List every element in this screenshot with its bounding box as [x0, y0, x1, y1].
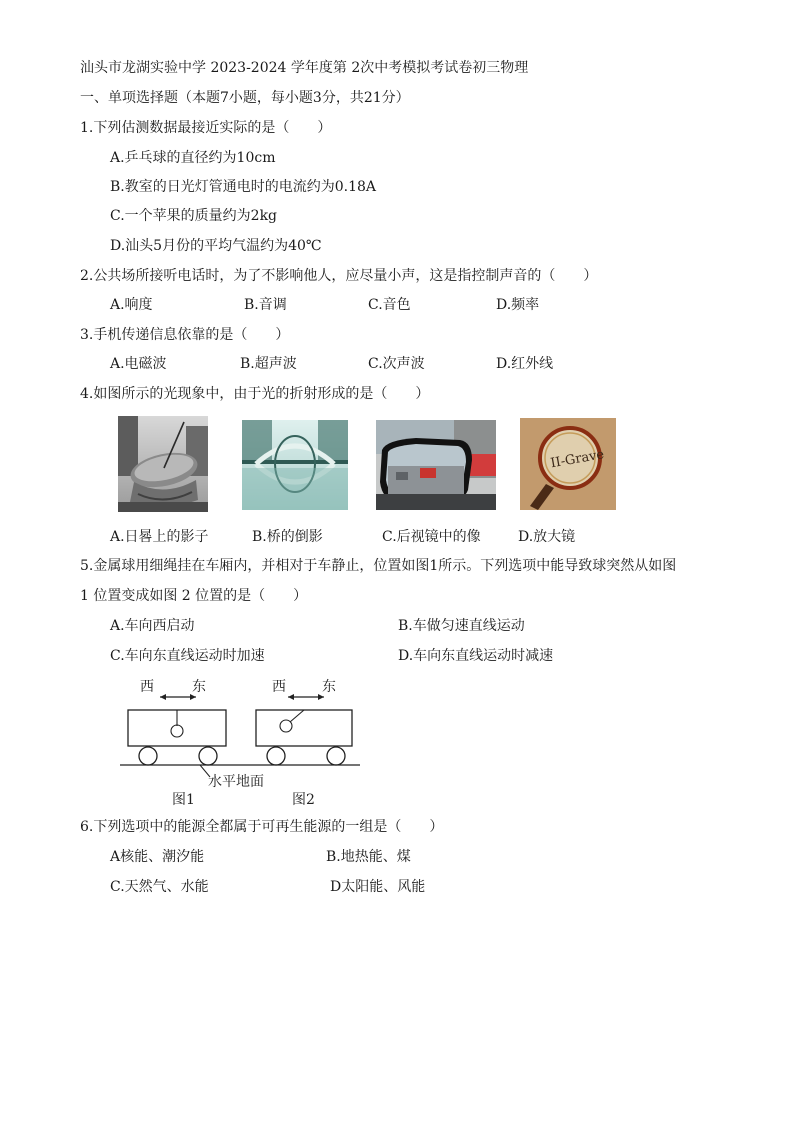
question-5-option-b: B.车做匀速直线运动	[398, 618, 525, 634]
question-4-option-d: D.放大镜	[518, 529, 576, 545]
question-6-option-d: D太阳能、风能	[330, 879, 426, 895]
question-3-option-d: D.红外线	[496, 356, 554, 372]
sundial-photo	[118, 416, 208, 512]
bridge-reflection-photo	[242, 420, 348, 510]
question-1-option-d: D.汕头5月份的平均气温约为40℃	[110, 238, 322, 254]
question-6-option-a: A核能、潮汐能	[110, 849, 205, 865]
question-2-option-c: C.音色	[368, 297, 411, 313]
cart-1	[128, 710, 226, 765]
ground-label: 水平地面	[208, 774, 264, 790]
cart-figure	[120, 674, 370, 808]
question-1-option-a: A.乒乓球的直径约为10cm	[110, 150, 276, 166]
fig1-label: 图1	[172, 792, 195, 808]
magnifier-lettering: II-Grave	[549, 447, 606, 472]
question-1-stem: 1.下列估测数据最接近实际的是（ ）	[80, 120, 332, 136]
question-3-option-c: C.次声波	[368, 356, 425, 372]
west-label-1: 西	[140, 679, 154, 695]
question-5-option-c: C.车向东直线运动时加速	[110, 648, 265, 664]
question-3-stem: 3.手机传递信息依靠的是（ ）	[80, 327, 290, 343]
section-heading: 一、单项选择题（本题7小题，每小题3分，共21分）	[80, 90, 410, 106]
question-5-option-a: A.车向西启动	[110, 618, 195, 634]
question-3-option-a: A.电磁波	[110, 356, 167, 372]
question-4-option-c: C.后视镜中的像	[382, 529, 481, 545]
question-4-stem: 4.如图所示的光现象中，由于光的折射形成的是（ ）	[80, 386, 430, 402]
question-2-option-d: D.频率	[496, 297, 540, 313]
question-1-option-b: B.教室的日光灯管通电时的电流约为0.18A	[110, 179, 377, 195]
question-5-stem-line2: 1 位置变成如图 2 位置的是（ ）	[80, 588, 308, 604]
question-6-stem: 6.下列选项中的能源全都属于可再生能源的一组是（ ）	[80, 819, 444, 835]
double-arrow-2	[288, 694, 324, 700]
fig2-label: 图2	[292, 792, 315, 808]
magnifier-photo	[520, 418, 616, 510]
west-label-2: 西	[272, 679, 286, 695]
question-2-stem: 2.公共场所接听电话时，为了不影响他人，应尽量小声，这是指控制声音的（ ）	[80, 268, 598, 284]
page-title: 汕头市龙湖实验中学 2023-2024 学年度第 2次中考模拟考试卷初三物理	[80, 60, 529, 76]
question-4-option-a: A.日晷上的影子	[110, 529, 209, 545]
question-5-option-d: D.车向东直线运动时减速	[398, 648, 554, 664]
question-3-option-b: B.超声波	[240, 356, 297, 372]
question-6-option-b: B.地热能、煤	[326, 849, 411, 865]
east-label-1: 东	[192, 679, 206, 695]
question-1-option-c: C.一个苹果的质量约为2kg	[110, 208, 278, 224]
cart-2	[256, 710, 352, 765]
question-6-option-c: C.天然气、水能	[110, 879, 209, 895]
rear-view-mirror-photo	[376, 420, 496, 510]
question-2-option-a: A.响度	[110, 297, 153, 313]
question-4-option-b: B.桥的倒影	[252, 529, 323, 545]
question-5-stem-line1: 5.金属球用细绳挂在车厢内，并相对于车静止，位置如图1所示。下列选项中能导致球突然从如图	[80, 558, 677, 574]
question-2-option-b: B.音调	[244, 297, 287, 313]
double-arrow-1	[160, 694, 196, 700]
east-label-2: 东	[322, 679, 336, 695]
